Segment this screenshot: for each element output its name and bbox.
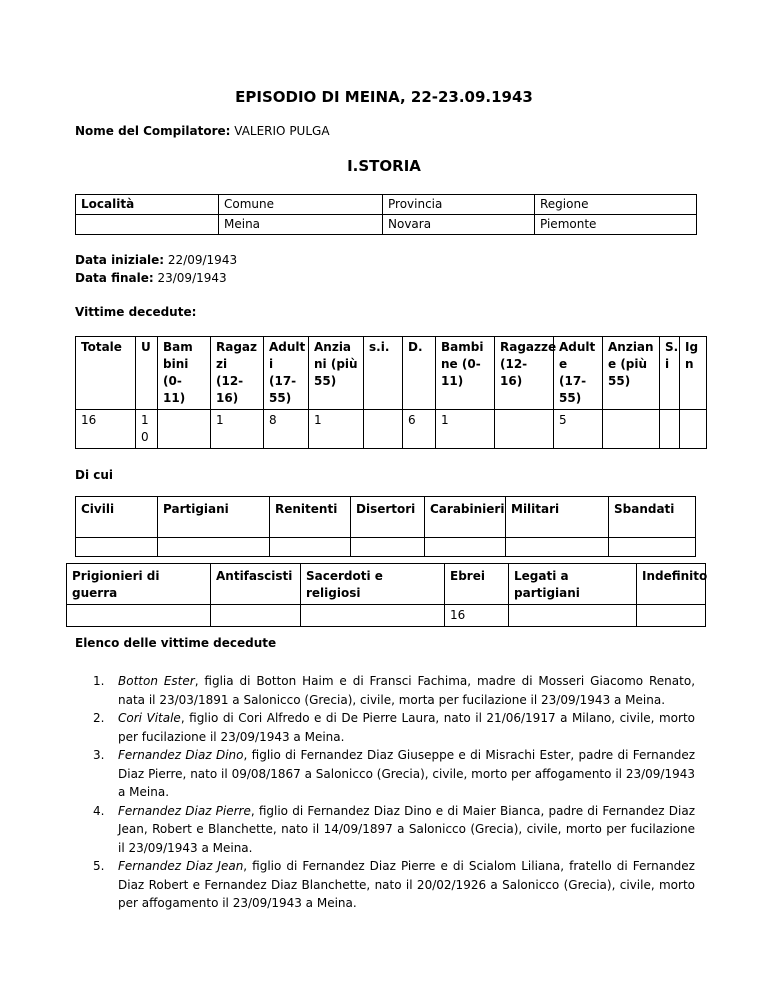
category-value [506,538,609,557]
location-value: Piemonte [535,215,697,235]
victims-value [680,410,707,449]
category-header: Carabinieri [425,497,506,538]
location-table [75,194,697,235]
victims-value [660,410,680,449]
victim-name: Botton Ester [118,674,195,688]
victims-list [93,672,695,913]
location-header: Provincia [383,195,535,215]
victims-value: 1 0 [136,410,158,449]
list-item [93,746,695,802]
category-header: Antifascisti [211,564,301,605]
category-value [509,605,637,627]
victims-value: 1 [211,410,264,449]
list-item-number: 5. [93,859,105,873]
categories-value-row [76,538,696,557]
victims-header: D. [403,337,436,410]
category-value [158,538,270,557]
category-header: Renitenti [270,497,351,538]
victims-value [495,410,554,449]
end-date-value: 23/09/1943 [157,271,227,285]
victims-header: S. i [660,337,680,410]
victims-header: s.i. [364,337,403,410]
dates-block [75,251,237,287]
end-date-label: Data finale: [75,271,154,285]
categories-table-1 [75,496,696,557]
category-value [67,605,211,627]
victims-value [364,410,403,449]
list-item-number: 1. [93,674,105,688]
section-title: I.STORIA [347,157,421,175]
start-date-value: 22/09/1943 [167,253,238,267]
list-item [93,709,695,746]
end-date-line [75,269,237,287]
location-header-row [76,195,697,215]
location-header: Comune [219,195,383,215]
location-value-row [76,215,697,235]
category-value [301,605,445,627]
victims-header: Ragazze (12-16) [495,337,554,410]
victim-name: Cori Vitale [118,711,181,725]
category-value [351,538,425,557]
location-header: Regione [535,195,697,215]
victims-header: Ig n [680,337,707,410]
category-header: Disertori [351,497,425,538]
start-date-line [75,251,237,269]
category-header: Ebrei [445,564,509,605]
victim-name: Fernandez Diaz Dino [118,748,244,762]
category-value [637,605,706,627]
victims-header: Bam bini (0- 11) [158,337,211,410]
location-value: Novara [383,215,535,235]
compiler-label: Nome del Compilatore: [75,124,231,138]
list-item [93,802,695,858]
categories-header-row [76,497,696,538]
category-header: Civili [76,497,158,538]
victims-header: Totale [76,337,136,410]
victim-details: , figlio di Fernandez Diaz Giuseppe e di Misrachi Ester, padre di Fernandez Diaz Pierre, nato il 09/08/1867 a Salonicco (Grecia), civile, morto per affogamento il 23/09/1943 a Meina. [118,748,696,799]
victim-details: , figlio di Fernandez Diaz Dino e di Maier Bianca, padre di Fernandez Diaz Jean, Robert e Blanchette, nato il 14/09/1897 a Salonicco (Grecia), civile, morto per fucilazione il 23/09/1943 a Meina. [118,803,695,855]
victims-value-row [76,410,707,449]
victims-value: 16 [76,410,136,449]
category-value [270,538,351,557]
victims-header-row [76,337,707,410]
victims-value: 5 [554,410,603,449]
victims-header: Adult e (17- 55) [554,337,603,410]
victims-header: Ragaz zi (12- 16) [211,337,264,410]
location-header: Località [76,195,219,215]
location-value: Meina [219,215,383,235]
victims-value: 1 [436,410,495,449]
category-header: Prigionieri di guerra [67,564,211,605]
di-cui-label: Di cui [75,468,114,482]
location-value [76,215,219,235]
list-item [93,672,695,709]
category-value [425,538,506,557]
list-item-number: 2. [93,711,105,725]
victim-details: , figlio di Cori Alfredo e di De Pierre Laura, nato il 21/06/1917 a Milano, civile, morto per fucilazione il 23/09/1943 a Meina. [118,711,695,744]
victims-value: 6 [403,410,436,449]
victims-table [75,336,707,449]
victims-value: 1 [309,410,364,449]
victim-details: , figlia di Botton Haim e di Fransci Fachima, madre di Mosseri Giacomo Renato, nata il 23/03/1891 a Salonicco (Grecia), civile, morta per fucilazione il 23/09/1943 a Meina. [118,674,696,707]
category-header: Indefinito [637,564,706,605]
category-value [76,538,158,557]
categories-table-2 [66,563,706,627]
list-item-number: 4. [93,803,105,818]
victims-header: Adult i (17- 55) [264,337,309,410]
victims-header: Anzia ni (più 55) [309,337,364,410]
victims-list-title: Elenco delle vittime decedute [75,636,277,650]
victims-label: Vittime decedute: [75,305,197,319]
list-item-number: 3. [93,748,105,762]
category-header: Militari [506,497,609,538]
list-item [93,857,695,913]
category-value [211,605,301,627]
compiler-line [75,124,330,138]
category-header: Sbandati [609,497,696,538]
victim-details: , figlio di Fernandez Diaz Pierre e di Scialom Liliana, fratello di Fernandez Diaz Robert e Fernandez Diaz Blanchette, nato il 20/02/1926 a Salonicco (Grecia), civile, morto per affogamento il 23/09/1943 a Meina. [118,859,695,910]
victim-name: Fernandez Diaz Jean [118,859,244,873]
document-title: EPISODIO DI MEINA, 22-23.09.1943 [235,88,533,106]
victims-header: Anzian e (più 55) [603,337,660,410]
category-value [609,538,696,557]
category-header: Sacerdoti e religiosi [301,564,445,605]
categories-value-row [67,605,706,627]
category-header: Partigiani [158,497,270,538]
start-date-label: Data iniziale: [75,253,165,267]
victims-header: Bambi ne (0- 11) [436,337,495,410]
victims-value [603,410,660,449]
categories-header-row [67,564,706,605]
victims-value: 8 [264,410,309,449]
victims-value [158,410,211,449]
category-value: 16 [445,605,509,627]
compiler-value: VALERIO PULGA [234,124,330,138]
victim-name: Fernandez Diaz Pierre [118,803,251,818]
category-header: Legati a partigiani [509,564,637,605]
victims-header: U [136,337,158,410]
